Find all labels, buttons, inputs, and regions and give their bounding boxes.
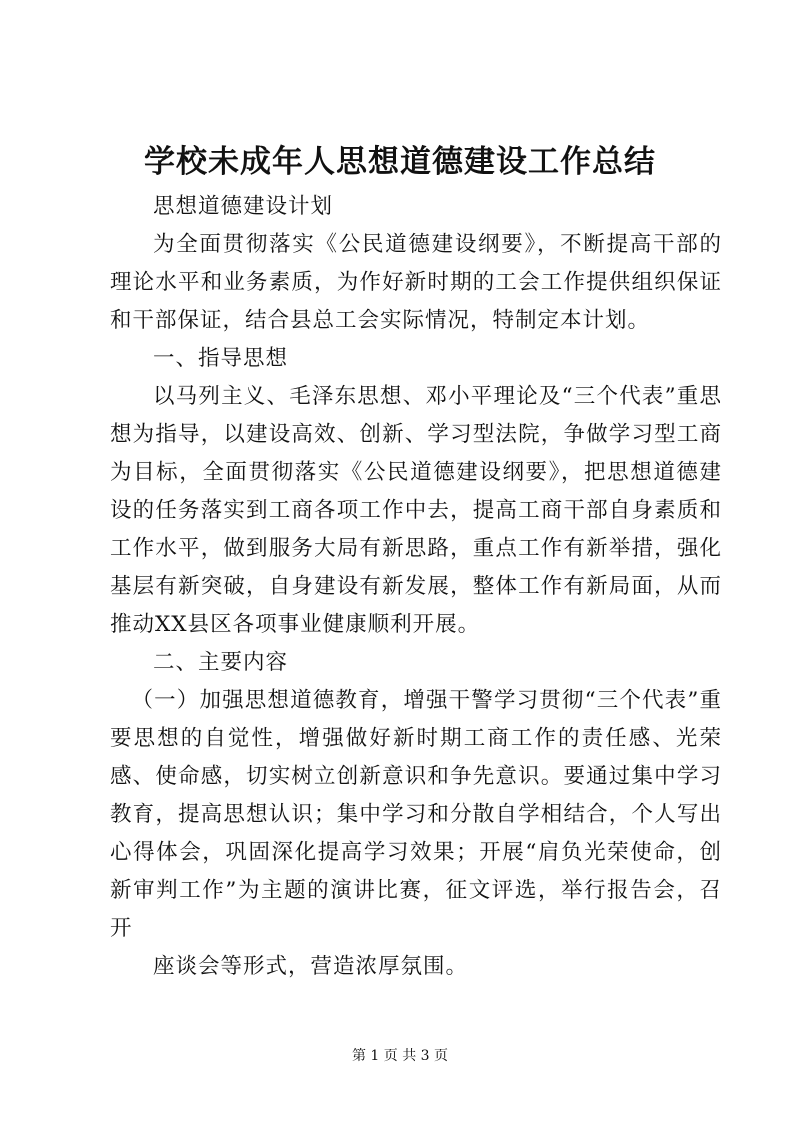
- section-heading-main-content: 二、主要内容: [153, 650, 289, 675]
- page-footer: 第 1 页 共 3 页: [351, 1048, 449, 1064]
- document-body: [110, 188, 722, 986]
- paragraph-main-content-1: （一）加强思想道德教育，增强干警学习贯彻“三个代表”重要思想的自觉性，增强做好新时期工商工作的责任感、光荣感、使命感，切实树立创新意识和争先意识。要通过集中学习教育，提高思想认识；集中学习和分散自学相结合，个人写出心得体会，巩固深化提高学习效果；开展“肩负光荣使命，创新审判工作”为主题的演讲比赛，征文评选，举行报告会，召开: [110, 688, 722, 941]
- paragraph-intro: 为全面贯彻落实《公民道德建设纲要》，不断提高干部的理论水平和业务素质，为作好新时期的工会工作提供组织保证和干部保证，结合县总工会实际情况，特制定本计划。: [110, 232, 722, 333]
- paragraph-plan-subtitle: 思想道德建设计划: [153, 194, 334, 219]
- document-title: 学校未成年人思想道德建设工作总结: [144, 144, 656, 180]
- paragraph-main-content-2: 座谈会等形式，营造浓厚氛围。: [153, 954, 469, 979]
- section-heading-guiding-thought: 一、指导思想: [153, 346, 289, 371]
- paragraph-guiding-thought: 以马列主义、毛泽东思想、邓小平理论及“三个代表”重思想为指导，以建设高效、创新、学习型法院，争做学习型工商为目标，全面贯彻落实《公民道德建设纲要》，把思想道德建设的任务落实到工商各项工作中去，提高工商干部自身素质和工作水平，做到服务大局有新思路，重点工作有新举措，强化基层有新突破，自身建设有新发展，整体工作有新局面，从而推动XX县区各项事业健康顺利开展。: [110, 384, 722, 637]
